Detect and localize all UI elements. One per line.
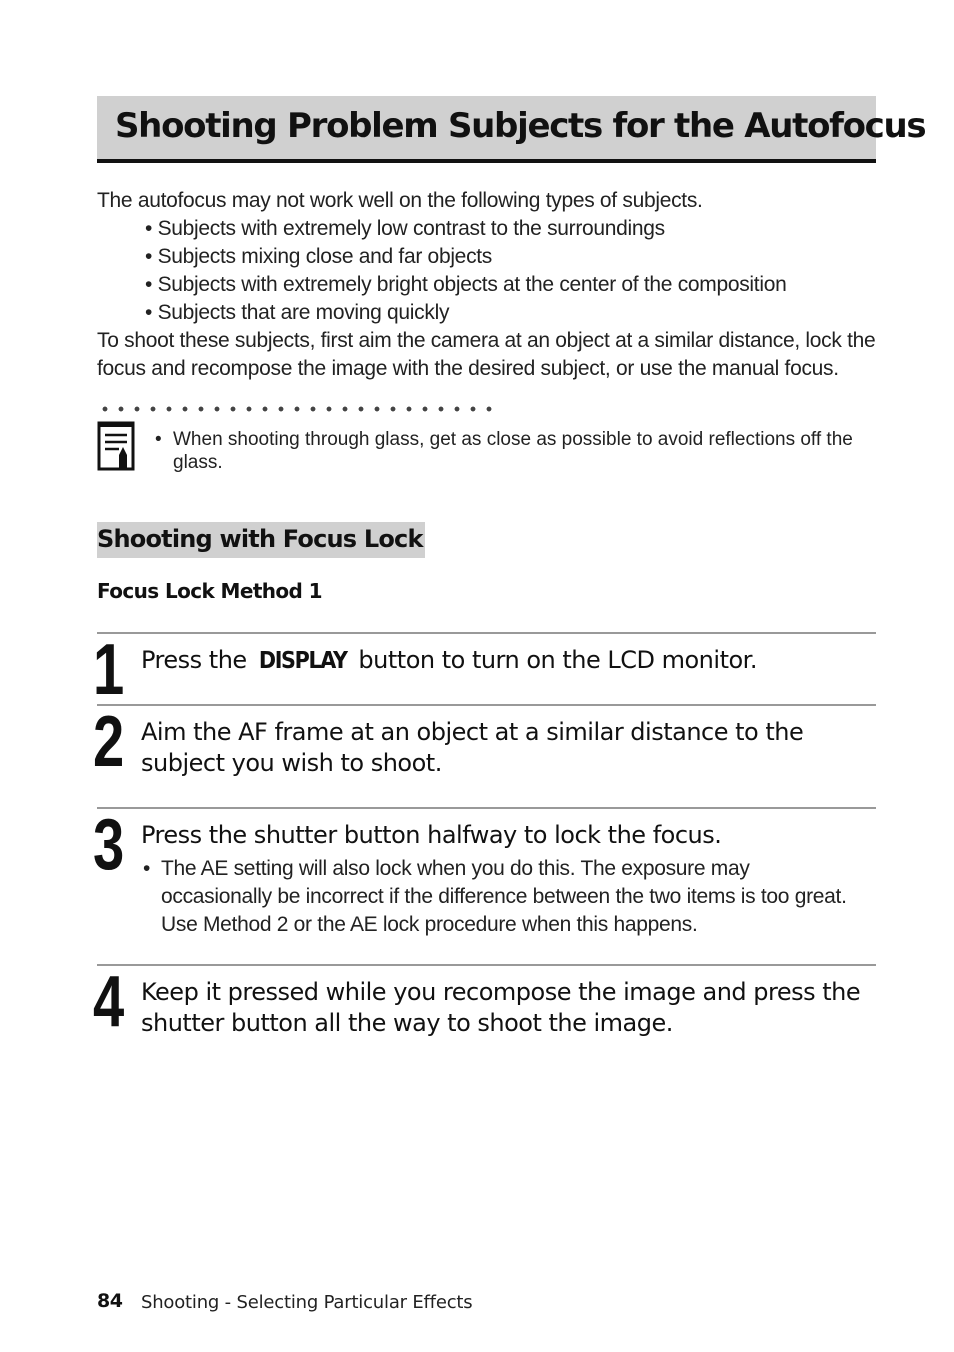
note-body: When shooting through glass, get as close as possible to avoid reflections off the glass. <box>173 429 853 473</box>
step-text-before: Press the <box>141 646 254 674</box>
step-number: 2 <box>93 702 123 782</box>
step-number: 3 <box>93 805 123 885</box>
step-text: Keep it pressed while you recompose the image and press the shutter button all the way to shoot the image. <box>141 978 861 1037</box>
step-text-after: button to turn on the LCD monitor. <box>351 646 757 674</box>
step-text: Aim the AF frame at an object at a similar distance to the subject you wish to shoot. <box>141 718 804 777</box>
list-item: • Subjects mixing close and far objects <box>145 243 887 271</box>
footer-section: Shooting - Selecting Particular Effects <box>141 1292 473 1313</box>
step-divider <box>97 807 876 809</box>
page-title: Shooting Problem Subjects for the Autofocus <box>115 106 926 146</box>
step-note-bullet: • <box>143 857 151 880</box>
dotted-separator <box>97 406 492 412</box>
subject-list <box>97 215 887 327</box>
intro-text: The autofocus may not work well on the following types of subjects. <box>97 189 703 212</box>
step-divider <box>97 964 876 966</box>
step-divider <box>97 704 876 706</box>
list-item: • Subjects with extremely low contrast to the surroundings <box>145 215 887 243</box>
display-button-label: DISPLAY <box>258 648 347 674</box>
advice-text: To shoot these subjects, first aim the camera at an object at a similar distance, lock the focus and recompose the image with the desired subject, or use the manual focus. <box>97 329 876 380</box>
note-text <box>155 428 883 474</box>
list-item: • Subjects that are moving quickly <box>145 299 887 327</box>
method-heading: Focus Lock Method 1 <box>97 579 322 603</box>
step-note <box>143 855 861 939</box>
step-number: 1 <box>93 630 123 710</box>
section-heading: Shooting with Focus Lock <box>97 522 425 558</box>
page-number: 84 <box>97 1290 123 1312</box>
step-divider <box>97 632 876 634</box>
step-number: 4 <box>93 962 123 1042</box>
intro-section <box>97 187 887 383</box>
memo-icon <box>97 421 137 473</box>
title-banner <box>97 96 926 163</box>
step-text: Press the shutter button halfway to lock the focus. <box>141 821 722 849</box>
list-item: • Subjects with extremely bright objects at the center of the composition <box>145 271 887 299</box>
note-bullet: • <box>155 429 162 450</box>
step-note-body: The AE setting will also lock when you do this. The exposure may occasionally be incorrect if the difference between the two items is too great. Use Method 2 or the AE lock procedure when this happens. <box>161 857 847 936</box>
step-text <box>141 645 876 677</box>
